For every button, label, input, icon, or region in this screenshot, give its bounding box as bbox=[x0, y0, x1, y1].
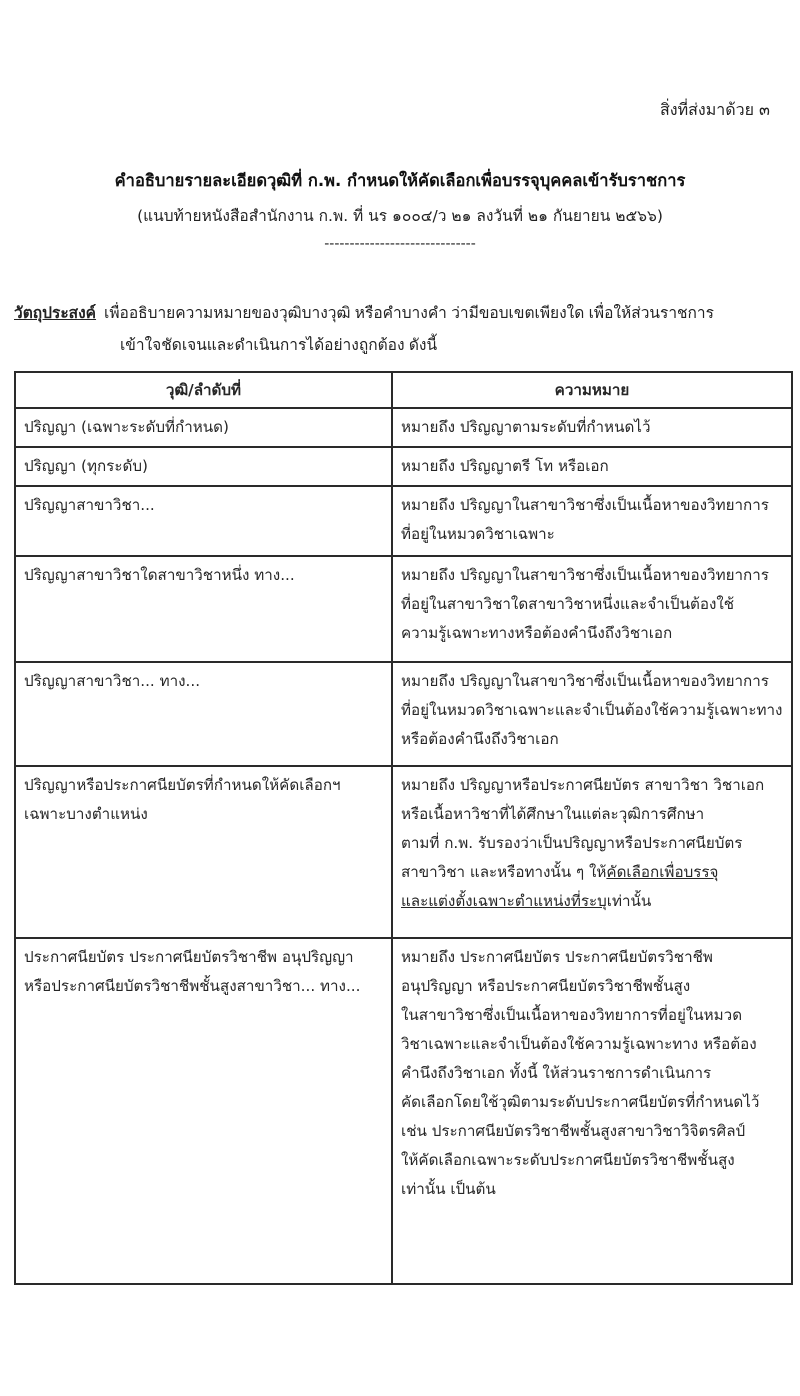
meaning-cell bbox=[392, 662, 792, 766]
meaning-cell bbox=[392, 556, 792, 662]
term-line: หรือประกาศนียบัตรวิชาชีพชั้นสูงสาขาวิชา... ทาง... bbox=[24, 977, 361, 995]
term-cell bbox=[15, 766, 392, 938]
table-row bbox=[15, 938, 792, 1284]
term-cell: ปริญญา (ทุกระดับ) bbox=[15, 447, 392, 486]
meaning-line: คัดเลือกโดยใช้วุฒิตามระดับประกาศนียบัตรที่กำหนดไว้ bbox=[401, 1093, 760, 1111]
table-row bbox=[15, 447, 792, 486]
term-cell: ปริญญา (เฉพาะระดับที่กำหนด) bbox=[15, 408, 392, 447]
meaning-line: คำนึงถึงวิชาเอก ทั้งนี้ ให้ส่วนราชการดำเนินการ bbox=[401, 1064, 712, 1082]
meaning-line: ในสาขาวิชาซึ่งเป็นเนื้อหาของวิทยาการที่อยู่ในหมวด bbox=[401, 1006, 743, 1024]
meaning-line: ให้คัดเลือกเฉพาะระดับประกาศนียบัตรวิชาชีพชั้นสูง bbox=[401, 1151, 735, 1169]
header-meaning: ความหมาย bbox=[392, 372, 792, 408]
objective-label: วัตถุประสงค์ bbox=[14, 305, 97, 322]
separator-line: ------------------------------ bbox=[324, 236, 476, 252]
meaning-line: ตามที่ ก.พ. รับรองว่าเป็นปริญญาหรือประกาศนียบัตร bbox=[401, 834, 743, 852]
header-qualification: วุฒิ/ลำดับที่ bbox=[15, 372, 392, 408]
term-line: เฉพาะบางตำแหน่ง bbox=[24, 805, 148, 823]
table-header-row bbox=[15, 372, 792, 408]
meaning-line: หมายถึง ปริญญาหรือประกาศนียบัตร สาขาวิชา วิชาเอก bbox=[401, 776, 765, 794]
meaning-cell: หมายถึง ปริญญาตามระดับที่กำหนดไว้ bbox=[392, 408, 792, 447]
objective-text-line1: เพื่ออธิบายความหมายของวุฒิบางวุฒิ หรือคำบางคำ ว่ามีขอบเขตเพียงใด เพื่อให้ส่วนราชการ bbox=[104, 305, 714, 322]
table-row bbox=[15, 662, 792, 766]
objective-text-line2: เข้าใจชัดเจนและดำเนินการได้อย่างถูกต้อง ดังนี้ bbox=[120, 337, 438, 354]
meaning-line: หมายถึง ประกาศนียบัตร ประกาศนียบัตรวิชาชีพ bbox=[401, 948, 713, 966]
meaning-line: ที่อยู่ในหมวดวิชาเฉพาะ bbox=[401, 525, 555, 543]
term-cell: ปริญญาสาขาวิชาใดสาขาวิชาหนึ่ง ทาง... bbox=[15, 556, 392, 662]
meaning-line: เท่านั้น เป็นต้น bbox=[401, 1180, 496, 1198]
attachment-label: สิ่งที่ส่งมาด้วย ๓ bbox=[659, 100, 770, 119]
meaning-line: หรือต้องคำนึงถึงวิชาเอก bbox=[401, 730, 559, 748]
definitions-table bbox=[14, 371, 793, 1285]
meaning-cell bbox=[392, 938, 792, 1284]
meaning-text: สาขาวิชา และหรือทางนั้น ๆ ให้ bbox=[401, 863, 607, 881]
term-cell: ปริญญาสาขาวิชา... ทาง... bbox=[15, 662, 392, 766]
meaning-line: ที่อยู่ในหมวดวิชาเฉพาะและจำเป็นต้องใช้ความรู้เฉพาะทาง bbox=[401, 701, 783, 719]
meaning-line: อนุปริญญา หรือประกาศนียบัตรวิชาชีพชั้นสูง bbox=[401, 977, 691, 995]
term-cell: ปริญญาสาขาวิชา... bbox=[15, 486, 392, 556]
meaning-emphasis: และแต่งตั้งเฉพาะตำแหน่งที่ระบุ bbox=[401, 892, 607, 910]
meaning-line: หมายถึง ปริญญาในสาขาวิชาซึ่งเป็นเนื้อหาของวิทยาการ bbox=[401, 672, 769, 690]
meaning-line: เช่น ประกาศนียบัตรวิชาชีพชั้นสูงสาขาวิชาวิจิตรศิลป์ bbox=[401, 1122, 746, 1140]
meaning-line: วิชาเฉพาะและจำเป็นต้องใช้ความรู้เฉพาะทาง หรือต้อง bbox=[401, 1035, 757, 1053]
table-row bbox=[15, 408, 792, 447]
meaning-line bbox=[401, 887, 783, 916]
meaning-cell: หมายถึง ปริญญาตรี โท หรือเอก bbox=[392, 447, 792, 486]
meaning-line: หมายถึง ปริญญาในสาขาวิชาซึ่งเป็นเนื้อหาของวิทยาการ bbox=[401, 496, 769, 514]
term-cell bbox=[15, 938, 392, 1284]
meaning-text: เท่านั้น bbox=[606, 892, 652, 910]
document-title: คำอธิบายรายละเอียดวุฒิที่ ก.พ. กำหนดให้คัดเลือกเพื่อบรรจุบุคคลเข้ารับราชการ bbox=[114, 171, 686, 190]
meaning-cell bbox=[392, 766, 792, 938]
meaning-line: หมายถึง ปริญญาในสาขาวิชาซึ่งเป็นเนื้อหาของวิทยาการ bbox=[401, 566, 769, 584]
meaning-line: หรือเนื้อหาวิชาที่ได้ศึกษาในแต่ละวุฒิการศึกษา bbox=[401, 805, 705, 823]
document-subtitle: (แนบท้ายหนังสือสำนักงาน ก.พ. ที่ นร ๑๐๐๔/ว ๒๑ ลงวันที่ ๒๑ กันยายน ๒๕๖๖) bbox=[137, 207, 663, 225]
meaning-emphasis: คัดเลือกเพื่อบรรจุ bbox=[606, 863, 719, 881]
objective-paragraph bbox=[14, 298, 784, 362]
table-row bbox=[15, 766, 792, 938]
meaning-line bbox=[401, 858, 783, 887]
term-line: ปริญญาหรือประกาศนียบัตรที่กำหนดให้คัดเลือกฯ bbox=[24, 776, 341, 794]
meaning-line: ความรู้เฉพาะทางหรือต้องคำนึงถึงวิชาเอก bbox=[401, 624, 673, 642]
meaning-line: ที่อยู่ในสาขาวิชาใดสาขาวิชาหนึ่งและจำเป็นต้องใช้ bbox=[401, 595, 735, 613]
meaning-cell bbox=[392, 486, 792, 556]
table-row bbox=[15, 486, 792, 556]
table-row bbox=[15, 556, 792, 662]
term-line: ประกาศนียบัตร ประกาศนียบัตรวิชาชีพ อนุปริญญา bbox=[24, 948, 354, 966]
